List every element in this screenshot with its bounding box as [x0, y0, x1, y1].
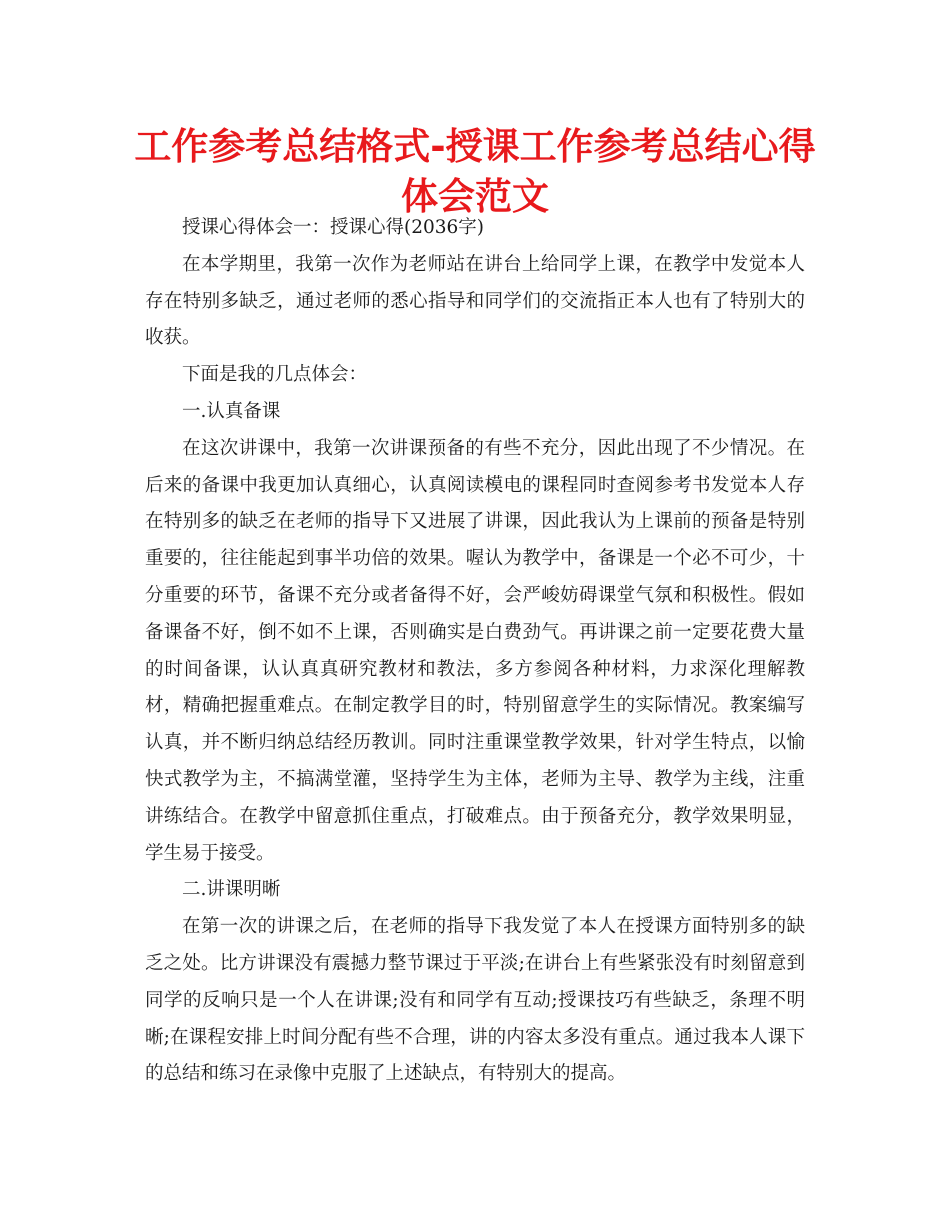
- paragraph-points-lead: 下面是我的几点体会：: [182, 364, 368, 386]
- paragraph-intro-heading: 授课心得体会一：授课心得(2036字): [182, 217, 485, 238]
- paragraph-section-2: 在第一次的讲课之后，在老师的指导下我发觉了本人在授课方面特别多的缺乏之处。比方讲课没有震撼力整节课过于平淡;在讲台上有些紧张没有时刻留意到同学的反响只是一个人在讲课;没有和同学有互动;授课技巧有些缺乏，条理不明晰;在课程安排上时间分配有些不合理，讲的内容太多没有重点。通过我本人课下的总结和练习在录像中克服了上述缺点，有特别大的提高。: [145, 916, 805, 1085]
- paragraph-intro: 在本学期里，我第一次作为老师站在讲台上给同学上课，在教学中发觉本人存在特别多缺乏，通过老师的悉心指导和同学们的交流指正本人也有了特别大的收获。: [145, 253, 805, 349]
- section-heading-1: 一.认真备课: [182, 400, 281, 422]
- document-body: [145, 210, 805, 1093]
- section-heading-2: 二.讲课明晰: [182, 879, 281, 901]
- paragraph-section-1: 在这次讲课中，我第一次讲课预备的有些不充分，因此出现了不少情况。在后来的备课中我更加认真细心，认真阅读模电的课程同时查阅参考书发觉本人存在特别多的缺乏在老师的指导下又进展了讲课，因此我认为上课前的预备是特别重要的，往往能起到事半功倍的效果。喔认为教学中，备课是一个必不可少，十分重要的环节，备课不充分或者备得不好，会严峻妨碍课堂气氛和积极性。假如备课备不好，倒不如不上课，否则确实是白费劲气。再讲课之前一定要花费大量的时间备课，认认真真研究教材和教法，多方参阅各种材料，力求深化理解教材，精确把握重难点。在制定教学目的时，特别留意学生的实际情况。教案编写认真，并不断归纳总结经历教训。同时注重课堂教学效果，针对学生特点，以愉快式教学为主，不搞满堂灌，坚持学生为主体，老师为主导、教学为主线，注重讲练结合。在教学中留意抓住重点，打破难点。由于预备充分，教学效果明显，学生易于接受。: [145, 437, 805, 864]
- document-title: 工作参考总结格式-授课工作参考总结心得体会范文: [134, 125, 816, 218]
